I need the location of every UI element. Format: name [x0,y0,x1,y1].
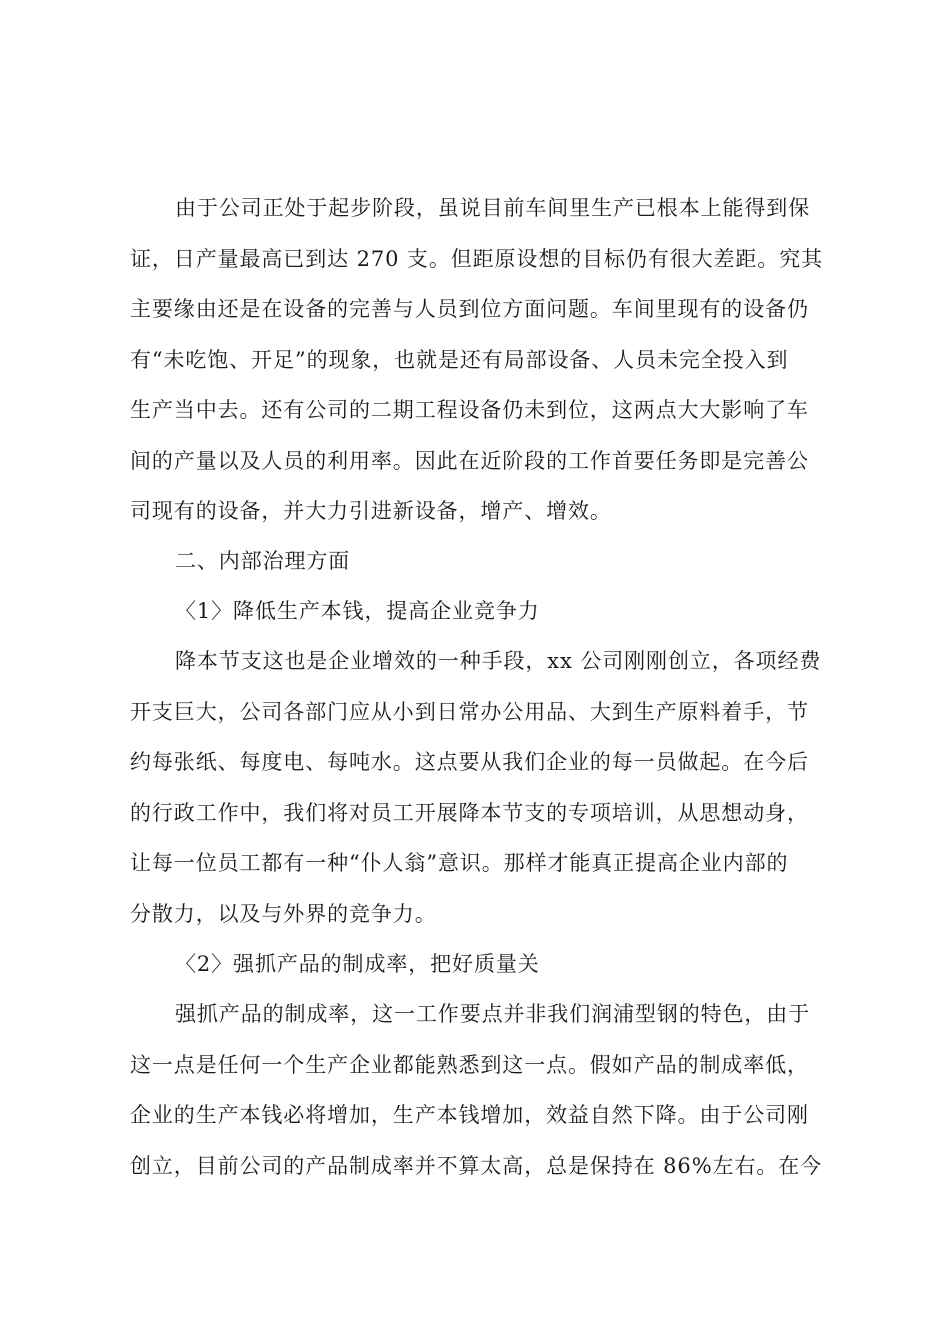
section-heading-internal-governance [175,536,830,587]
paragraph-production [130,183,830,537]
paragraph-cost-saving [130,636,830,939]
section-heading-text: 二、内部治理方面 [175,549,351,573]
paragraph-line: 主要缘由还是在设备的完善与人员到位方面问题。车间里现有的设备仍 [130,297,809,321]
subheading-text: 〈1〉降低生产本钱，提高企业竞争力 [175,599,540,623]
paragraph-line: 分散力，以及与外界的竞争力。 [130,901,437,926]
paragraph-yield-rate [130,989,830,1191]
paragraph-line: 由于公司正处于起步阶段，虽说目前车间里生产已根本上能得到保 [175,196,811,220]
subheading-text: 〈2〉强抓产品的制成率，把好质量关 [175,952,540,976]
paragraph-line: 的行政工作中，我们将对员工开展降本节支的专项培训，从思想动身， [130,800,809,825]
paragraph-line: 开支巨大，公司各部门应从小到日常办公用品、大到生产原料着手，节 [130,699,809,724]
paragraph-line: 约每张纸、每度电、每吨水。这点要从我们企业的每一员做起。在今后 [130,750,809,774]
paragraph-line: 企业的生产本钱必将增加，生产本钱增加，效益自然下降。由于公司刚 [130,1103,809,1127]
paragraph-line: 生产当中去。还有公司的二期工程设备仍未到位，这两点大大影响了车 [130,398,809,422]
paragraph-line: 证，日产量最高已到达 270 支。但距原设想的目标仍有很大差距。究其 [130,246,824,271]
paragraph-line: 创立，目前公司的产品制成率并不算太高，总是保持在 86%左右。在今 [130,1153,823,1178]
paragraph-line: 司现有的设备，并大力引进新设备，增产、增效。 [130,499,612,523]
paragraph-line: 这一点是任何一个生产企业都能熟悉到这一点。假如产品的制成率低， [130,1052,809,1077]
paragraph-line: 强抓产品的制成率，这一工作要点并非我们润浦型钢的特色，由于 [175,1002,811,1026]
paragraph-line: 降本节支这也是企业增效的一种手段，xx 公司刚刚创立，各项经费 [175,649,822,673]
paragraph-line: 有“未吃饱、开足”的现象，也就是还有局部设备、人员未完全投入到 [130,347,789,372]
paragraph-line: 间的产量以及人员的利用率。因此在近阶段的工作首要任务即是完善公 [130,448,809,473]
subheading-reduce-cost [175,586,830,637]
paragraph-line: 让每一位员工都有一种“仆人翁”意识。那样才能真正提高企业内部的 [130,851,789,875]
subheading-yield-quality [175,939,830,990]
